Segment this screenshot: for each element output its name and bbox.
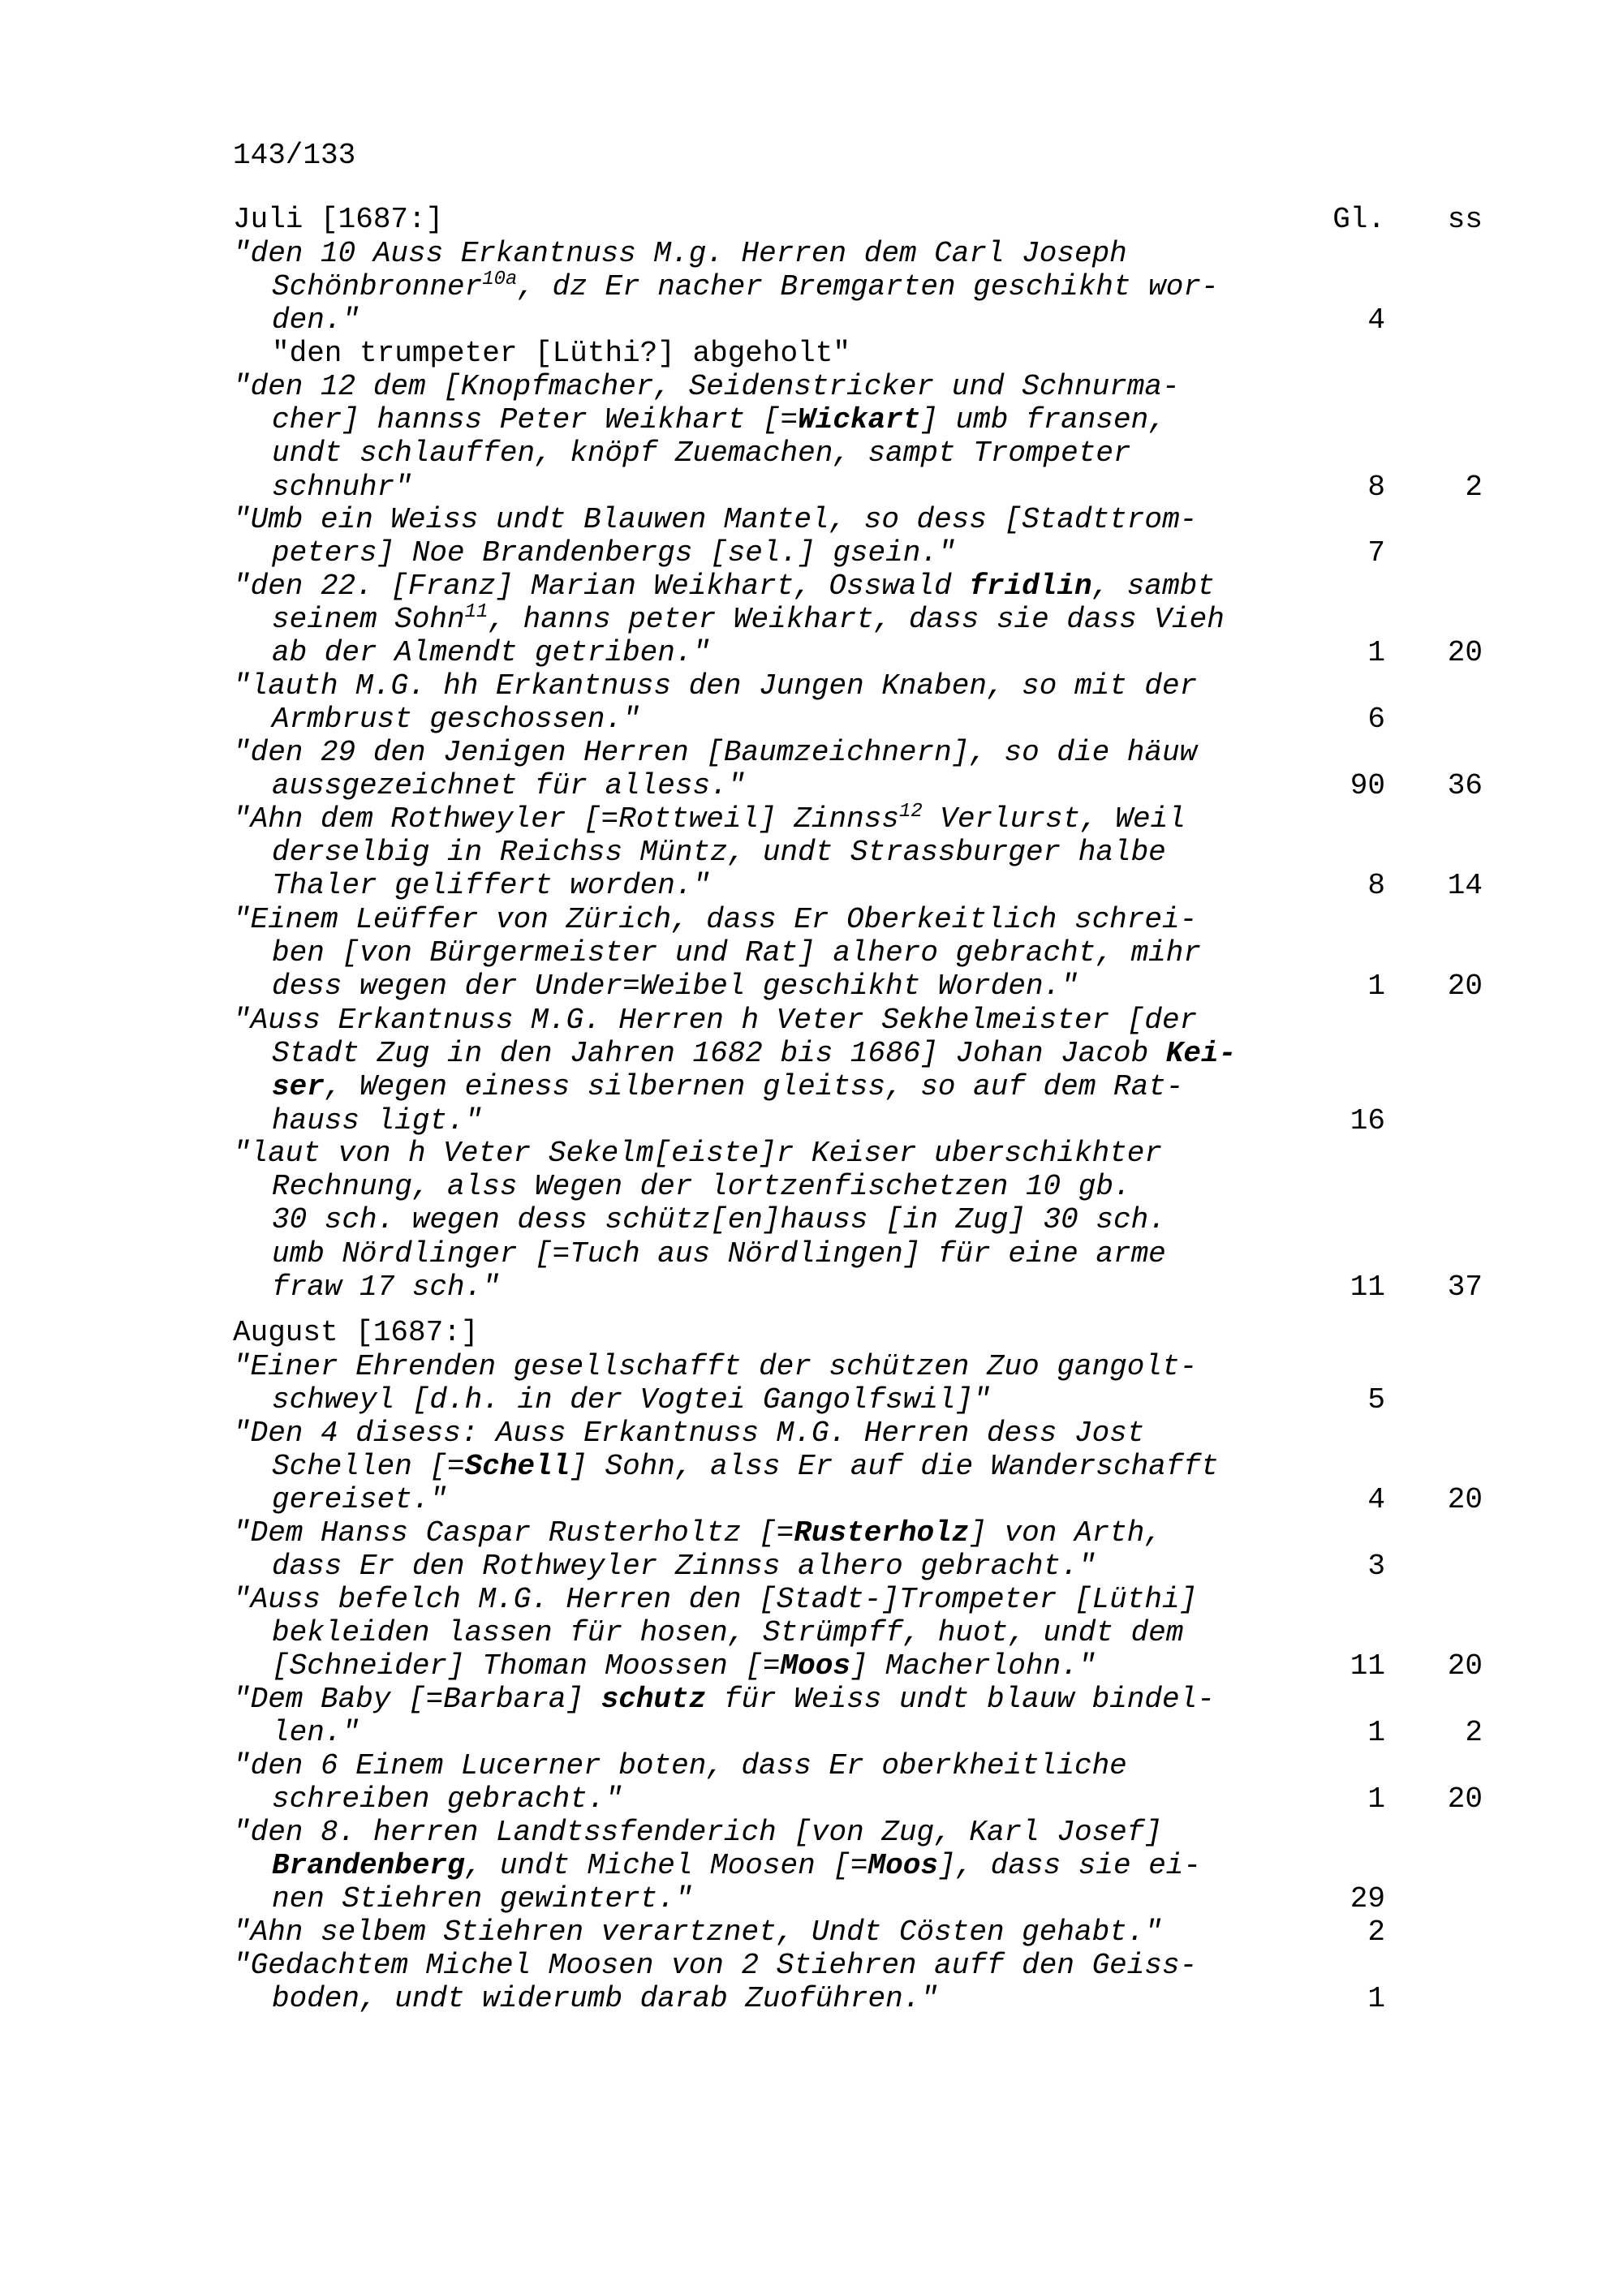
- amount-gulden: 1: [1367, 636, 1385, 670]
- entry-text: [233, 1949, 1288, 2015]
- entry-line: "den 10 Auss Erkantnuss M.g. Herren dem Carl Joseph: [233, 237, 1127, 270]
- entry-line: "Dem Baby [=Barbara] schutz für Weiss undt blauw bindel-: [233, 1683, 1215, 1716]
- entry-text: [233, 237, 1288, 338]
- entry-line: Armbrust geschossen.": [272, 703, 640, 737]
- amount-gulden: 1: [1367, 1982, 1385, 2016]
- amount-gulden: 11: [1350, 1270, 1385, 1304]
- entry-line: "den 29 den Jenigen Herren [Baumzeichnern], so die häuw: [233, 736, 1198, 769]
- ledger-entry: [233, 1583, 1483, 1683]
- amount-gulden: 3: [1367, 1550, 1385, 1584]
- ledger-entry: [233, 1816, 1483, 1916]
- entry-text: [233, 1816, 1288, 1916]
- ledger-entry: [233, 1417, 1483, 1517]
- entry-line: "Umb ein Weiss undt Blauwen Mantel, so dess [Stadttrom-: [233, 503, 1198, 536]
- entry-line: "den trumpeter [Lüthi?] abgeholt": [272, 337, 850, 370]
- entry-line: umb Nördlinger [=Tuch aus Nördlingen] für eine arme: [272, 1236, 1166, 1271]
- entry-line: 30 sch. wegen dess schütz[en]hauss [in Zug] 30 sch.: [272, 1203, 1166, 1237]
- entry-line: Brandenberg, undt Michel Moosen [=Moos], dass sie ei-: [272, 1849, 1202, 1883]
- column-header-ss: ss: [1447, 203, 1483, 236]
- entry-line: den.": [272, 303, 360, 338]
- month-heading: [233, 1316, 1483, 1350]
- entry-line: Schellen [=Schell] Sohn, alss Er auf die Wanderschafft: [272, 1450, 1219, 1484]
- amount-gulden: 11: [1350, 1649, 1385, 1683]
- amount-gulden: 1: [1367, 1716, 1385, 1750]
- entry-text: [233, 1417, 1288, 1517]
- entry-line: schreiben gebracht.": [272, 1782, 623, 1817]
- entry-line: "Ahn dem Rothweyler [=Rottweil] Zinnss$^{12}$ Verlurst, Weil: [233, 801, 1186, 836]
- ledger-entry: [233, 1004, 1483, 1137]
- entry-line: "den 8. herren Landtssfenderich [von Zug, Karl Josef]: [233, 1816, 1162, 1849]
- ledger-entry: [233, 1683, 1483, 1749]
- ledger-entry: [233, 736, 1483, 802]
- ledger-entry: [233, 337, 1483, 370]
- entry-text: [233, 1683, 1288, 1749]
- ledger-entry: [233, 903, 1483, 1004]
- entry-text: [233, 1137, 1288, 1304]
- amount-gulden: 5: [1367, 1383, 1385, 1417]
- amount-gulden: 90: [1350, 769, 1385, 803]
- amount-gulden: 4: [1367, 303, 1385, 338]
- entry-line: "Einer Ehrenden gesellschafft der schützen Zuo gangolt-: [233, 1350, 1198, 1383]
- month-heading: [233, 203, 1483, 237]
- entry-line: ser, Wegen einess silbernen gleitss, so auf dem Rat-: [272, 1070, 1184, 1104]
- entry-text: [233, 337, 1288, 370]
- column-header-gl: Gl.: [1332, 203, 1385, 236]
- entry-line: boden, undt widerumb darab Zuoführen.": [272, 1982, 938, 2016]
- entry-line: Stadt Zug in den Jahren 1682 bis 1686] Johan Jacob Kei-: [272, 1037, 1237, 1071]
- entry-line: "Gedachtem Michel Moosen von 2 Stiehren auff den Geiss-: [233, 1949, 1198, 1982]
- amount-schilling: 2: [1465, 1716, 1483, 1750]
- amount-schilling: 14: [1447, 869, 1483, 903]
- amount-gulden: 6: [1367, 703, 1385, 737]
- entry-line: len.": [272, 1716, 360, 1750]
- entry-line: undt schlauffen, knöpf Zuemachen, sampt Trompeter: [272, 436, 1131, 471]
- month-label: August [1687:]: [233, 1316, 479, 1349]
- entry-line: "lauth M.G. hh Erkantnuss den Jungen Knaben, so mit der: [233, 669, 1198, 703]
- ledger-entry: [233, 1350, 1483, 1417]
- entry-text: [233, 1583, 1288, 1683]
- ledger-entry: [233, 1915, 1483, 1949]
- entry-text: [233, 1350, 1288, 1417]
- amount-gulden: 2: [1367, 1915, 1385, 1949]
- ledger-entry: [233, 503, 1483, 570]
- entry-text: [233, 903, 1288, 1004]
- amount-schilling: 20: [1447, 1782, 1483, 1817]
- entry-line: ben [von Bürgermeister und Rat] alhero gebracht, mihr: [272, 936, 1201, 970]
- amount-schilling: 20: [1447, 970, 1483, 1004]
- page-number: 143/133: [233, 139, 356, 172]
- amount-gulden: 1: [1367, 1782, 1385, 1817]
- entry-line: "Den 4 disess: Auss Erkantnuss M.G. Herren dess Jost: [233, 1417, 1145, 1450]
- entry-line: Rechnung, alss Wegen der lortzenfischetzen 10 gb.: [272, 1170, 1131, 1204]
- ledger-entry: [233, 370, 1483, 504]
- entry-text: [233, 802, 1288, 903]
- entry-line: peters] Noe Brandenbergs [sel.] gsein.": [272, 536, 956, 570]
- ledger-entry: [233, 802, 1483, 903]
- entry-text: [233, 1749, 1288, 1816]
- entry-text: [233, 503, 1288, 570]
- ledger-entry: [233, 1516, 1483, 1583]
- ledger-entry: [233, 669, 1483, 736]
- amount-schilling: 20: [1447, 1483, 1483, 1517]
- ledger-entry: [233, 570, 1483, 670]
- ledger-entry: [233, 1949, 1483, 2015]
- entry-line: "Dem Hanss Caspar Rusterholtz [=Rusterholz] von Arth,: [233, 1516, 1162, 1550]
- entry-line: "den 22. [Franz] Marian Weikhart, Osswald fridlin, sambt: [233, 570, 1215, 603]
- entry-text: [233, 1004, 1288, 1137]
- amount-gulden: 29: [1350, 1882, 1385, 1916]
- amount-schilling: 36: [1447, 769, 1483, 803]
- entry-line: "laut von h Veter Sekelm[eiste]r Keiser uberschikhter: [233, 1137, 1162, 1170]
- entry-line: "Ahn selbem Stiehren verartznet, Undt Cösten gehabt.": [233, 1915, 1162, 1949]
- entry-line: nen Stiehren gewintert.": [272, 1882, 693, 1916]
- amount-schilling: 2: [1465, 470, 1483, 504]
- amount-schilling: 20: [1447, 636, 1483, 670]
- entry-line: bekleiden lassen für hosen, Strümpff, huot, undt dem: [272, 1616, 1184, 1650]
- entry-line: "den 12 dem [Knopfmacher, Seidenstricker und Schnurma-: [233, 370, 1180, 403]
- entry-line: Schönbronner$^{10a}$, dz Er nacher Bremgarten geschikht wor-: [272, 269, 1219, 304]
- ledger-entry: [233, 1749, 1483, 1816]
- entry-line: dess wegen der Under=Weibel geschikht Worden.": [272, 970, 1078, 1004]
- entry-line: fraw 17 sch.": [272, 1270, 500, 1304]
- entry-line: schweyl [d.h. in der Vogtei Gangolfswil]": [272, 1383, 991, 1417]
- amount-gulden: 8: [1367, 869, 1385, 903]
- amount-gulden: 1: [1367, 970, 1385, 1004]
- entry-text: [233, 736, 1288, 802]
- amount-gulden: 7: [1367, 536, 1385, 570]
- entry-line: hauss ligt.": [272, 1103, 483, 1137]
- entry-line: cher] hannss Peter Weikhart [=Wickart] umb fransen,: [272, 403, 1166, 437]
- ledger-entry: [233, 1137, 1483, 1304]
- entry-line: "Auss befelch M.G. Herren den [Stadt-]Trompeter [Lüthi]: [233, 1583, 1198, 1616]
- amount-schilling: 37: [1447, 1270, 1483, 1304]
- amount-gulden: 8: [1367, 470, 1385, 504]
- entry-text: [233, 570, 1288, 670]
- entry-text: [233, 1516, 1288, 1583]
- amount-schilling: 20: [1447, 1649, 1483, 1683]
- entry-line: "Einem Leüffer von Zürich, dass Er Oberkeitlich schrei-: [233, 903, 1198, 936]
- entry-line: gereiset.": [272, 1483, 448, 1517]
- entry-line: "den 6 Einem Lucerner boten, dass Er oberkheitliche: [233, 1749, 1127, 1782]
- entry-text: [233, 669, 1288, 736]
- entry-line: derselbig in Reichss Müntz, undt Strassburger halbe: [272, 836, 1166, 870]
- entry-text: [233, 370, 1288, 504]
- month-label: Juli [1687:]: [233, 203, 444, 236]
- entry-line: "Auss Erkantnuss M.G. Herren h Veter Sekhelmeister [der: [233, 1004, 1198, 1037]
- entry-line: seinem Sohn$^{11}$, hanns peter Weikhart, dass sie dass Vieh: [272, 601, 1225, 637]
- entry-line: aussgezeichnet für alless.": [272, 769, 746, 803]
- entry-line: dass Er den Rothweyler Zinnss alhero gebracht.": [272, 1550, 1096, 1584]
- amount-gulden: 4: [1367, 1483, 1385, 1517]
- entry-text: [233, 1915, 1288, 1949]
- entry-line: schnuhr": [272, 470, 412, 504]
- entry-line: Thaler geliffert worden.": [272, 869, 711, 903]
- amount-gulden: 16: [1350, 1103, 1385, 1137]
- entry-line: [Schneider] Thoman Moossen [=Moos] Macherlohn.": [272, 1649, 1096, 1683]
- ledger-entry: [233, 237, 1483, 338]
- entry-line: ab der Almendt getriben.": [272, 636, 711, 670]
